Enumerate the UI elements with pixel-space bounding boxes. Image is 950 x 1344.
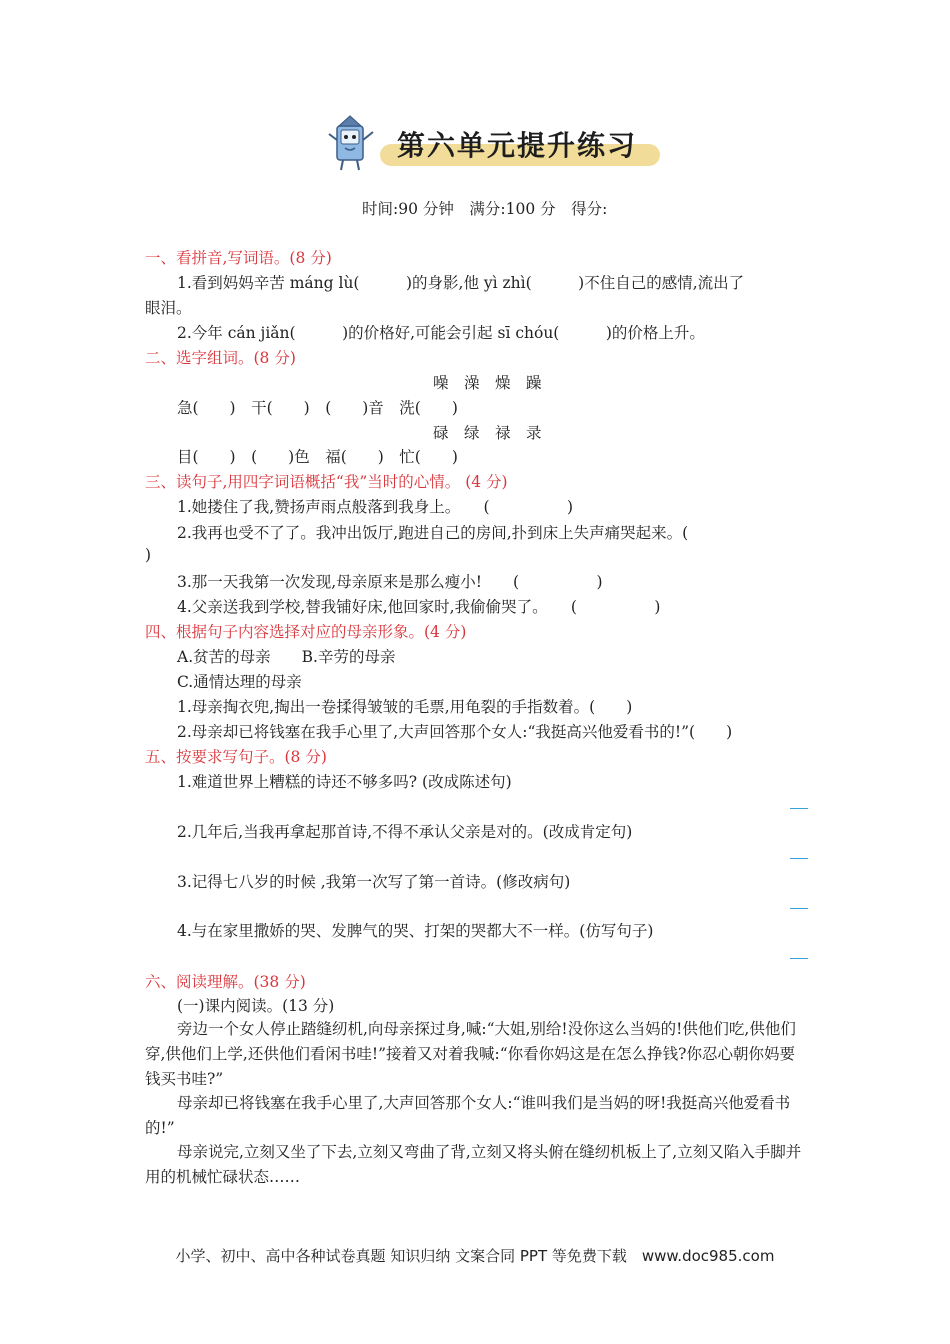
s2-chars-2: 碌 绿 禄 录 bbox=[433, 424, 542, 442]
exam-meta: 时间:90 分钟 满分:100 分 得分: bbox=[362, 200, 608, 218]
section-1-title: 一、看拼音,写词语。(8 分) bbox=[145, 249, 332, 267]
footer-advert: 小学、初中、高中各种试卷真题 知识归纳 文案合同 PPT 等免费下载 www.doc985.com bbox=[175, 1247, 775, 1265]
section-6-title: 六、阅读理解。(38 分) bbox=[145, 973, 306, 991]
s6-subtitle: (一)课内阅读。(13 分) bbox=[177, 997, 335, 1015]
s2-row-1: 急( ) 干( ) ( )音 洗( ) bbox=[177, 399, 458, 417]
s4-options-ab: A.贫苦的母亲 B.辛劳的母亲 bbox=[177, 648, 396, 666]
section-5-title: 五、按要求写句子。(8 分) bbox=[145, 748, 327, 766]
s2-row-2: 目( ) ( )色 福( ) 忙( ) bbox=[177, 448, 458, 466]
section-3-title: 三、读句子,用四字词语概括“我”当时的心情。 (4 分) bbox=[145, 473, 508, 491]
section-2-title: 二、选字组词。(8 分) bbox=[145, 349, 296, 367]
book-mascot-icon bbox=[325, 112, 377, 174]
s5-question-2: 2.几年后,当我再拿起那首诗,不得不承认父亲是对的。(改成肯定句) bbox=[177, 823, 633, 841]
answer-line bbox=[790, 808, 808, 809]
s1-question-1-cont: 眼泪。 bbox=[145, 299, 192, 317]
s3-question-2: 2.我再也受不了了。我冲出饭厅,跑进自己的房间,扑到床上失声痛哭起来。( bbox=[177, 524, 689, 542]
s3-question-3: 3.那一天我第一次发现,母亲原来是那么瘦小! ( ) bbox=[177, 573, 603, 591]
answer-line bbox=[790, 858, 808, 859]
s1-question-2: 2.今年 cán jiǎn( )的价格好,可能会引起 sī chóu( )的价格上升。 bbox=[177, 324, 705, 342]
s5-question-1: 1.难道世界上糟糕的诗还不够多吗? (改成陈述句) bbox=[177, 773, 512, 791]
answer-line bbox=[790, 908, 808, 909]
title-banner bbox=[325, 112, 670, 174]
s3-question-2-cont: ) bbox=[145, 546, 152, 564]
s4-question-2: 2.母亲却已将钱塞在我手心里了,大声回答那个女人:“我挺高兴他爱看书的!”( ) bbox=[177, 723, 733, 741]
s4-option-c: C.通情达理的母亲 bbox=[177, 673, 302, 691]
s4-question-1: 1.母亲掏衣兜,掏出一卷揉得皱皱的毛票,用龟裂的手指数着。( ) bbox=[177, 698, 633, 716]
section-4-title: 四、根据句子内容选择对应的母亲形象。(4 分) bbox=[145, 623, 467, 641]
s3-question-4: 4.父亲送我到学校,替我铺好床,他回家时,我偷偷哭了。 ( ) bbox=[177, 598, 661, 616]
reading-paragraph-1: 旁边一个女人停止踏缝纫机,向母亲探过身,喊:“大姐,别给!没你这么当妈的!供他们吃,供他们穿,供他们上学,还供他们看闲书哇!”接着又对着我喊:“你看你妈这是在怎么挣钱?你忍心朝你妈要钱买书哇?” bbox=[145, 1020, 796, 1088]
s3-question-1: 1.她搂住了我,赞扬声雨点般落到我身上。 ( ) bbox=[177, 498, 574, 516]
s5-question-3: 3.记得七八岁的时候 ,我第一次写了第一首诗。(修改病句) bbox=[177, 873, 571, 891]
page-title: 第六单元提升练习 bbox=[397, 129, 638, 162]
reading-paragraph-3: 母亲说完,立刻又坐了下去,立刻又弯曲了背,立刻又将头俯在缝纫机板上了,立刻又陷入手脚并用的机械忙碌状态…… bbox=[145, 1143, 802, 1186]
s1-question-1: 1.看到妈妈辛苦 máng lù( )的身影,他 yì zhì( )不住自己的感情,流出了 bbox=[177, 274, 745, 292]
s2-chars-1: 噪 澡 燥 躁 bbox=[433, 374, 542, 392]
reading-paragraph-2: 母亲却已将钱塞在我手心里了,大声回答那个女人:“谁叫我们是当妈的呀!我挺高兴他爱看书的!” bbox=[145, 1094, 791, 1137]
answer-line bbox=[790, 958, 808, 959]
s5-question-4: 4.与在家里撒娇的哭、发脾气的哭、打架的哭都大不一样。(仿写句子) bbox=[177, 922, 654, 940]
